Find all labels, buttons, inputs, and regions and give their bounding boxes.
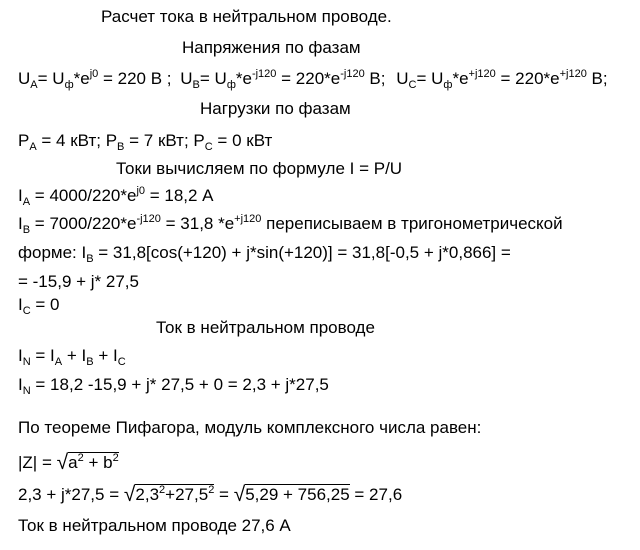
loads-line: $P_A = 4$ кВт; $P_B = 7$ кВт; $P_C = 0$ кВт bbox=[18, 131, 273, 153]
section-heading-loads: Нагрузки по фазам bbox=[200, 99, 351, 118]
current-b-result: = -15,9 + j* 27,5 bbox=[18, 272, 139, 291]
modulus-formula: $|Z| = √a^2 + b^2$ bbox=[18, 451, 119, 474]
modulus-calculation: $2,3 + j*27,5 = √2,3^2+27,5^2 = √5,29 + 756,25 = 27,6$ bbox=[18, 483, 403, 506]
section-heading-voltages: Напряжения по фазам bbox=[182, 38, 361, 57]
current-b-line: $I_B = 7000/220*e^{-j120} = 31,8$ $*e^{+j120}$ переписываем в тригонометрической bbox=[18, 213, 563, 236]
pythagoras-text: По теореме Пифагора, модуль комплексного числа равен: bbox=[18, 418, 482, 437]
formula-heading: Токи вычисляем по формуле I = P/U bbox=[116, 159, 403, 178]
neutral-value-line: $I_N = 18,2$ -15,9 + j* 27,5 + 0 = 2,3 + j*27,5 bbox=[18, 375, 329, 397]
page-title: Расчет тока в нейтральном проводе. bbox=[101, 7, 392, 26]
current-a-line: $I_A = 4000/220*e^{j0} = 18,2$ А bbox=[18, 185, 214, 208]
current-c-line: $I_C = 0$ bbox=[18, 295, 60, 317]
neutral-sum-line: $I_N = I_A + I_B + I_C$ bbox=[18, 346, 126, 368]
conclusion-text: Ток в нейтральном проводе 27,6 А bbox=[18, 516, 291, 535]
voltage-line: $U_A= U_ф*e^{j0} = 220$ В ; $U_B= U_ф*e^{-j120} = 220*e^{-j120}$ В; $U_C= U_ф*e^{+j120} = 220*e^{+j120}$ В; bbox=[18, 68, 608, 91]
section-heading-neutral: Ток в нейтральном проводе bbox=[156, 318, 375, 337]
trig-form-line: форме: $I_B = 31,8[\cos(+120) + j*\sin(+120)] = 31,8[-0,5 + j*0,866]$ = bbox=[18, 243, 511, 265]
